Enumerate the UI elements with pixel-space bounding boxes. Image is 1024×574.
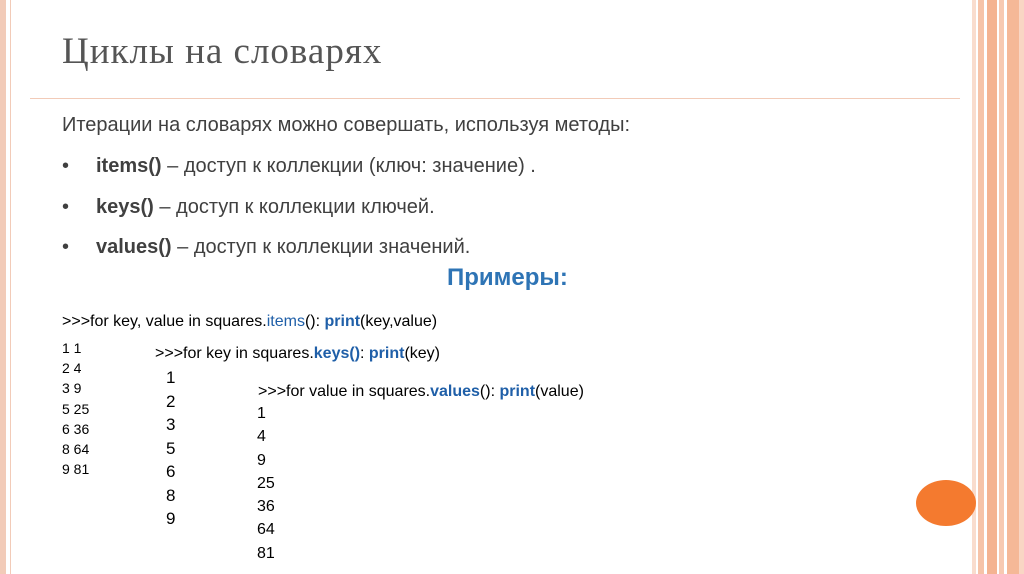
bullet-term: items() [96,155,162,177]
code-post: (key) [404,345,441,362]
output-line: 6 36 [62,420,90,437]
bullet-values [62,236,470,259]
bullet-desc: – доступ к коллекции ключей. [153,196,435,218]
output-line: 1 1 [62,340,82,356]
right-decorative-stripes [972,0,1024,574]
output-line: 81 [257,544,275,562]
output-line: 36 [257,498,275,516]
code-values-line [258,383,584,401]
code-post: (key,value) [360,313,438,330]
output-line: 3 9 [62,380,82,397]
keys-output [166,366,175,531]
values-output [257,402,275,565]
bullet-keys [62,196,435,219]
output-line: 9 81 [62,461,90,478]
code-method: values [430,383,480,400]
output-line: 1 [166,368,176,387]
output-line: 8 64 [62,441,90,458]
output-line: 64 [257,521,275,539]
code-post: (value) [535,383,584,400]
code-mid: (): [479,383,500,400]
output-line: 5 25 [62,400,90,417]
bullet-marker: • [62,236,70,258]
slide-title: Циклы на словарях [62,31,383,72]
output-line: 3 [166,415,176,434]
output-line: 9 [166,509,176,528]
output-line: 9 [257,451,266,469]
bullet-items [62,155,536,178]
code-pre: >>>for value in squares. [258,383,431,400]
bullet-term: keys() [96,196,154,218]
left-frame-line [10,0,11,574]
bullet-marker: • [62,155,70,177]
examples-heading: Примеры: [447,264,568,291]
code-print: print [324,313,361,330]
code-print: print [368,345,405,362]
bullet-term: values() [96,236,172,258]
code-mid: (): [304,313,325,330]
code-pre: >>>for key, value in squares. [62,313,267,330]
bullet-desc: – доступ к коллекции значений. [171,236,471,258]
title-divider [30,98,960,99]
output-line: 2 4 [62,360,82,377]
intro-text: Итерации на словарях можно совершать, используя методы: [62,114,631,136]
output-line: 2 [166,391,176,411]
output-line: 8 [166,485,176,505]
output-line: 6 [166,462,176,481]
left-frame-border [0,0,6,574]
code-method: items [266,313,305,330]
code-items-line [62,313,437,331]
items-output [62,338,89,479]
output-line: 1 [257,405,266,422]
code-pre: >>>for key in squares. [155,345,314,362]
output-line: 5 [166,438,176,458]
code-keys-line [155,345,440,363]
bullet-marker: • [62,196,70,218]
output-line: 4 [257,428,266,446]
bullet-desc: – доступ к коллекции (ключ: значение) . [161,155,536,177]
code-method: keys() [313,345,361,362]
code-print: print [499,383,536,400]
code-mid: : [360,345,369,362]
output-line: 25 [257,474,275,492]
orange-circle-decoration [916,480,976,526]
